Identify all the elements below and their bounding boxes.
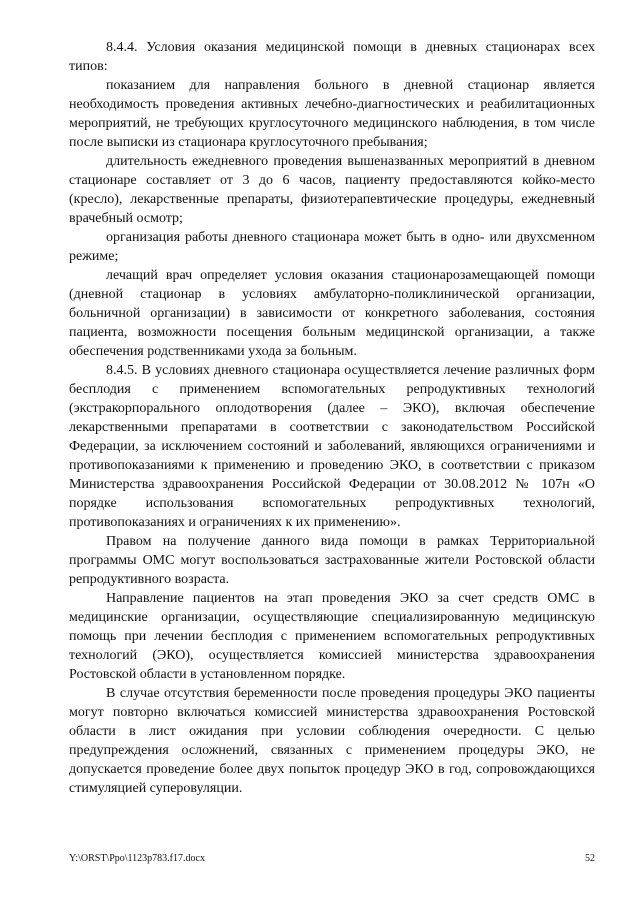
paragraph-attending-physician: лечащий врач определяет условия оказания стационарозамещающей помощи (дневной стационар в условиях амбулаторно-поликлинической организации, больничной организации) в зависимости от конкретного заболевания, состояния пациента, возможности посещения больным медицинской организации, а также обеспечения родственниками ухода за больным.: [69, 268, 595, 359]
document-body: [69, 38, 595, 798]
page-number: 52: [585, 853, 595, 864]
paragraph-referral: Направление пациентов на этап проведения ЭКО за счет средств ОМС в медицинские организации, осуществляющие специализированную медицинскую помощь при лечении бесплодия с применением вспомогательных репродуктивных технологий (ЭКО), осуществляется комиссией министерства здравоохранения Ростовской области в установленном порядке.: [69, 591, 595, 682]
section-8-4-5-paragraph: 8.4.5. В условиях дневного стационара осуществляется лечение различных форм бесплодия с применением вспомогательных репродуктивных технологий (экстракорпорального оплодотворения (далее – ЭКО), включая обеспечение лекарственными препаратами в соответствии с законодательством Российской Федерации, за исключением состояний и заболеваний, являющихся ограничениями и противопоказаниями к применению и проведению ЭКО, в соответствии с приказом Министерства здравоохранения Российской Федерации от 30.08.2012 № 107н «О порядке использования вспомогательных репродуктивных технологий, противопоказаниях и ограничениях к их применению».: [69, 363, 595, 530]
paragraph-repeat-inclusion: В случае отсутствия беременности после проведения процедуры ЭКО пациенты могут повторно включаться комиссией министерства здравоохранения Ростовской области в лист ожидания при условии соблюдения очередности. С целью предупреждения осложнений, связанных с применением процедуры ЭКО, не допускается проведение более двух попыток процедур ЭКО в год, сопровождающихся стимуляцией суперовуляции.: [69, 686, 595, 796]
paragraph-indication: показанием для направления больного в дневной стационар является необходимость проведения активных лечебно-диагностических и реабилитационных мероприятий, не требующих круглосуточного медицинского наблюдения, в том числе после выписки из стационара круглосуточного пребывания;: [69, 78, 595, 150]
footer-file-path: Y:\ORST\Ppo\1123p783.f17.docx: [69, 853, 205, 864]
section-8-4-4-heading: 8.4.4. Условия оказания медицинской помощи в дневных стационарах всех типов:: [69, 40, 595, 74]
paragraph-duration: длительность ежедневного проведения вышеназванных мероприятий в дневном стационаре составляет от 3 до 6 часов, пациенту предоставляются койко-место (кресло), лекарственные препараты, физиотерапевтические процедуры, ежедневный врачебный осмотр;: [69, 154, 595, 226]
page-footer: [69, 852, 595, 866]
paragraph-shift-mode: организация работы дневного стационара может быть в одно- или двухсменном режиме;: [69, 230, 595, 264]
paragraph-eligibility: Правом на получение данного вида помощи в рамках Территориальной программы ОМС могут воспользоваться застрахованные жители Ростовской области репродуктивного возраста.: [69, 534, 595, 587]
